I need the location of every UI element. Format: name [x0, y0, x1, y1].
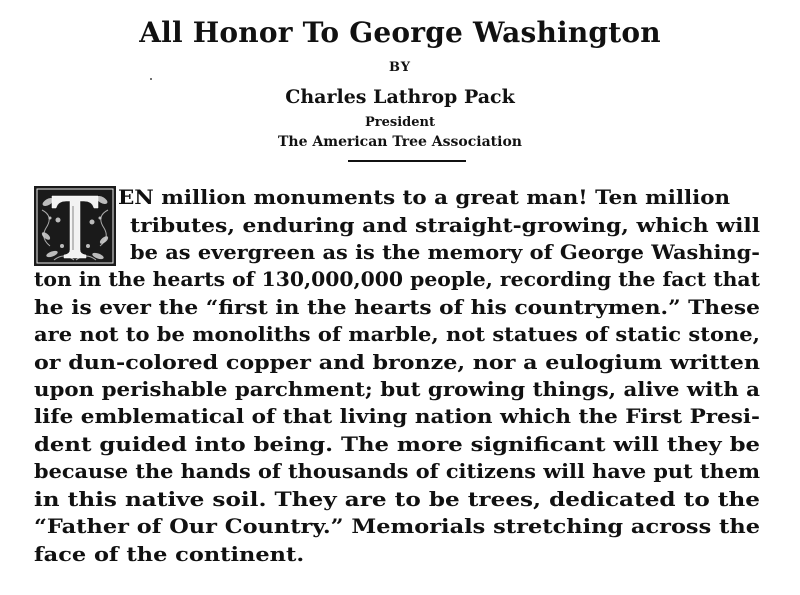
- byline-label: BY: [388, 60, 412, 75]
- article-line-3: be as evergreen as is the memory of George Washing-: [130, 241, 760, 264]
- author-organization: The American Tree Association: [278, 134, 522, 150]
- article-line-1: EN million monuments to a great man! Ten million: [118, 186, 731, 209]
- article-line-9: life emblematical of that living nation which the First Presi-: [34, 405, 761, 428]
- article-line-8: upon perishable parchment; but growing things, alive with a: [34, 378, 760, 401]
- article-line-10: dent guided into being. The more significant will they be: [34, 433, 760, 456]
- article-line-5: he is ever the “first in the hearts of his countrymen.” These: [34, 296, 760, 319]
- ornamental-drop-cap: [34, 186, 116, 266]
- article-title: All Honor To George Washington: [139, 16, 661, 49]
- author-role: President: [365, 115, 435, 130]
- author-name: Charles Lathrop Pack: [285, 86, 515, 108]
- article-line-7: or dun-colored copper and bronze, nor a eulogium written: [34, 351, 761, 374]
- article-line-13: “Father of Our Country.” Memorials stretching across the: [34, 515, 760, 538]
- article-line-14: face of the continent.: [34, 543, 305, 566]
- article-line-11: because the hands of thousands of citizens will have put them: [34, 460, 760, 483]
- print-speck: [150, 78, 152, 80]
- article-line-6: are not to be monoliths of marble, not statues of static stone,: [34, 323, 760, 346]
- article-line-2: tributes, enduring and straight-growing, which will: [130, 214, 760, 237]
- article-line-12: in this native soil. They are to be trees, dedicated to the: [34, 488, 760, 511]
- article-line-4: ton in the hearts of 130,000,000 people, recording the fact that: [34, 268, 760, 291]
- title-divider: [348, 160, 466, 162]
